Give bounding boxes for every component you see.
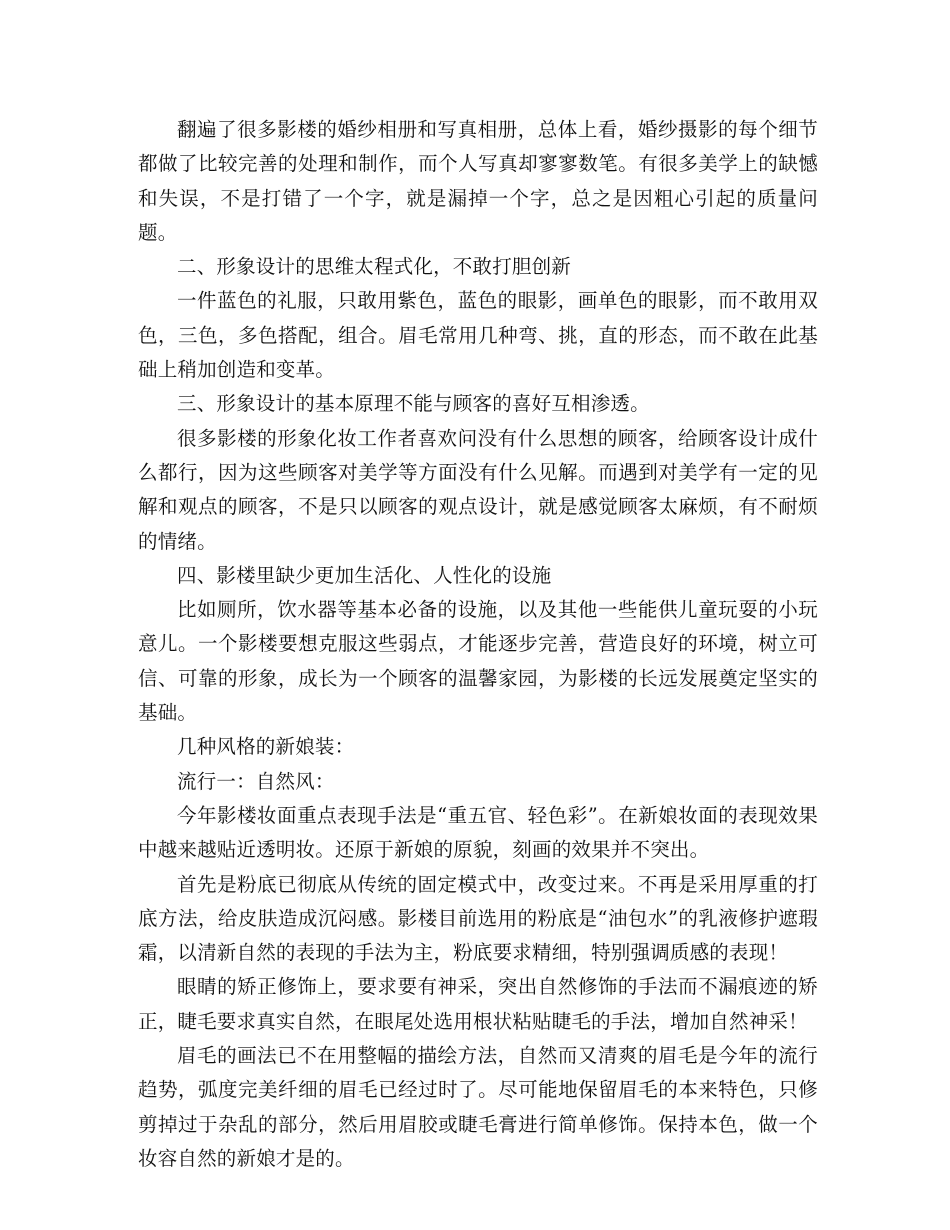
paragraph-eyes: 眼睛的矫正修饰上，要求要有神采，突出自然修饰的手法而不漏痕迹的矫正，睫毛要求真实自然，在眼尾处选用根状粘贴睫毛的手法，增加自然神采！ [138,975,818,1033]
paragraph-section-3: 很多影楼的形象化妆工作者喜欢问没有什么思想的顾客，给顾客设计成什么都行，因为这些顾客对美学等方面没有什么见解。而遇到对美学有一定的见解和观点的顾客，不是只以顾客的观点设计，就是感觉顾客太麻烦，有不耐烦的情绪。 [138,426,818,553]
heading-section-4: 四、影楼里缺少更加生活化、人性化的设施 [177,563,552,587]
paragraph-section-2: 一件蓝色的礼服，只敢用紫色，蓝色的眼影，画单色的眼影，而不敢用双色，三色，多色搭配，组合。眉毛常用几种弯、挑，直的形态，而不敢在此基础上稍加创造和变革。 [138,289,818,382]
heading-section-3: 三、形象设计的基本原理不能与顾客的喜好互相渗透。 [177,392,650,416]
paragraph-section-4: 比如厕所，饮水器等基本必备的设施，以及其他一些能供儿童玩耍的小玩意儿。一个影楼要想克服这些弱点，才能逐步完善，营造良好的环境，树立可信、可靠的形象，成长为一个顾客的温馨家园，为影楼的长远发展奠定坚实的基础。 [138,598,818,725]
heading-trend-1: 流行一：自然风： [177,769,335,793]
paragraph-makeup-overview: 今年影楼妆面重点表现手法是“重五官、轻色彩”。在新娘妆面的表现效果中越来越贴近透明妆。还原于新娘的原貌，刻画的效果并不突出。 [138,803,818,862]
paragraph-intro: 翻遍了很多影楼的婚纱相册和写真相册，总体上看，婚纱摄影的每个细节都做了比较完善的处理和制作，而个人写真却寥寥数笔。有很多美学上的缺憾和失误，不是打错了一个字，就是漏掉一个字，总之是因粗心引起的质量问题。 [138,118,818,244]
paragraph-eyebrows: 眉毛的画法已不在用整幅的描绘方法，自然而又清爽的眉毛是今年的流行趋势，弧度完美纤细的眉毛已经过时了。尽可能地保留眉毛的本来特色，只修剪掉过于杂乱的部分，然后用眉胶或睫毛膏进行简单修饰。保持本色，做一个妆容自然的新娘才是的。 [138,1044,818,1170]
heading-bridal-styles: 几种风格的新娘装： [177,735,355,759]
document-body [138,113,818,1176]
heading-section-2: 二、形象设计的思维太程式化，不敢打胆创新 [177,255,572,279]
paragraph-foundation: 首先是粉底已彻底从传统的固定模式中，改变过来。不再是采用厚重的打底方法，给皮肤造成沉闷感。影楼目前选用的粉底是“油包水”的乳液修护遮瑕霜，以清新自然的表现的手法为主，粉底要求精细，特别强调质感的表现！ [138,872,818,965]
